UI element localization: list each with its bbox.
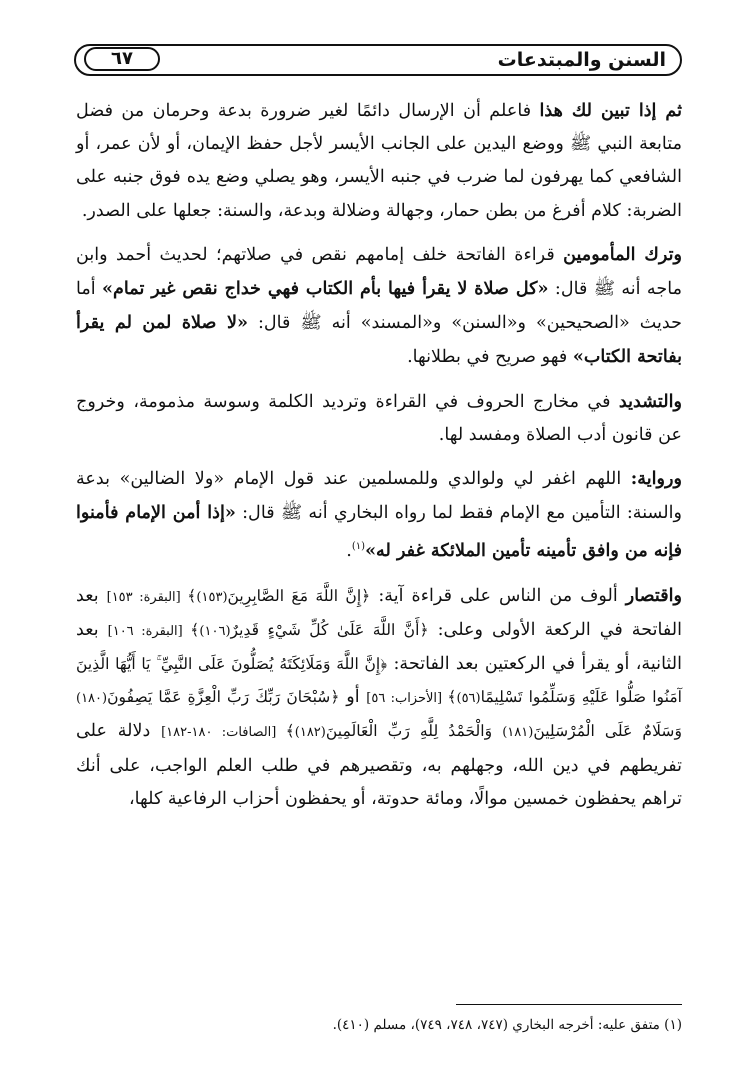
paragraph-1 <box>76 94 682 228</box>
paragraph-end: . <box>346 541 352 562</box>
lead-phrase: ثم إذا تبين لك هذا <box>539 100 682 121</box>
paragraph-text: ألوف من الناس على قراءة آية: <box>370 585 626 606</box>
running-header <box>74 44 682 76</box>
paragraph-3 <box>76 385 682 452</box>
paragraph-text: بعد الثانية، أو يقرأ في الركعتين بعد الفاتحة: <box>76 619 682 674</box>
ayah-number: (١٠٦) <box>199 623 231 639</box>
quran-verse: ﴿إِنَّ اللَّهَ وَمَلَائِكَتَهُ يُصَلُّونَ عَلَى النَّبِيِّ ۚ يَا أَيُّهَا الَّذِينَ آمَنُوا صَلُّوا عَلَيْهِ وَسَلِّمُوا تَسْلِيمًا <box>76 654 683 707</box>
paragraph-4 <box>76 462 682 568</box>
hadith-quote: «إذا أمن الإمام فأمنوا فإنه من وافق تأمينه تأمين الملائكة غفر له» <box>76 502 682 562</box>
hadith-quote: «لا صلاة لمن لم يقرأ بفاتحة الكتاب» <box>76 312 682 368</box>
ayah-number: (٥٦) <box>456 691 481 707</box>
verse-reference: [البقرة: ١٥٣] <box>106 589 188 605</box>
paragraph-text: دلالة على تفريطهم في دين الله، وجهلهم به، وتقصيرهم في طلب العلم الواجب، على أنك تراهم يحفظون خمسين موالًا، ومائة حدوتة، أو يحفظون أحزاب الرفاعية كلها، <box>76 721 682 809</box>
paragraph-text: فاعلم أن الإرسال دائمًا لغير ضرورة بدعة وحرمان من فضل متابعة النبي ﷺ ووضع اليدين على الجانب الأيسر لأجل حفظ الإيمان، أو لأن عمر، أو الشافعي كما يهرفون لما ضرب في جنبه الأيسر، وهو يصلي وضع يده فوق جنبه على الضربة: كلام أفرغ من بطن حمار، وجهالة وضلالة وبدعة، والسنة: جعلها على الصدر. <box>76 101 682 221</box>
header-title: السنن والمبتدعات <box>497 49 666 71</box>
quran-verse: ﴿سُبْحَانَ رَبِّكَ رَبِّ الْعِزَّةِ عَمَّا يَصِفُونَ <box>107 688 340 707</box>
quran-bracket: ﴾ <box>447 688 457 707</box>
paragraph-text: اللهم اغفر لي ولوالدي وللمسلمين عند قول الإمام «ولا الضالين» بدعة والسنة: التأمين مع الإمام فقط لما رواه البخاري أنه ﷺ قال: <box>76 469 682 524</box>
paragraph-text: أو <box>339 687 367 708</box>
quran-verse: ﴿إِنَّ اللَّهَ مَعَ الصَّابِرِينَ <box>227 586 371 605</box>
quran-verse: وَالْحَمْدُ لِلَّهِ رَبِّ الْعَالَمِينَ <box>325 722 503 741</box>
footnote-marker: (١) <box>351 541 366 553</box>
quran-bracket: ﴾ <box>285 722 295 741</box>
verse-reference: [الأحزاب: ٥٦] <box>366 691 448 707</box>
paragraph-2 <box>76 238 682 375</box>
ayah-number: (١٨٢) <box>294 725 326 741</box>
quran-bracket: ﴾ <box>187 586 197 605</box>
paragraph-5 <box>76 579 682 816</box>
body-text <box>76 94 682 826</box>
lead-phrase: والتشديد <box>618 390 682 412</box>
ayah-number: (١٨١) <box>502 725 534 741</box>
lead-phrase: واقتصار <box>625 584 682 606</box>
paragraph-text: بعد الفاتحة في الركعة الأولى وعلى: <box>76 585 682 640</box>
lead-phrase: وترك المأمومين <box>563 243 682 265</box>
footnote-divider <box>456 1004 682 1005</box>
paragraph-text: في مخارج الحروف في القراءة وترديد الكلمة وسوسة مذمومة، وخروج عن قانون أدب الصلاة ومفسد لها. <box>76 391 682 445</box>
page-number: ٦٧ <box>84 47 160 71</box>
footnote: (١) متفق عليه: أخرجه البخاري (٧٤٧، ٧٤٨، ٧٤٩)، مسلم (٤١٠). <box>332 1017 682 1033</box>
paragraph-text: قراءة الفاتحة خلف إمامهم نقص في صلاتهم؛ لحديث أحمد وابن ماجه أنه ﷺ قال: <box>76 244 682 300</box>
quran-bracket: ﴾ <box>190 620 200 639</box>
quran-verse: وَسَلَامٌ عَلَى الْمُرْسَلِينَ <box>533 722 682 741</box>
ayah-number: (١٥٣) <box>196 589 228 605</box>
verse-reference: [الصافات: ١٨٠-١٨٢] <box>161 725 286 741</box>
ayah-number: (١٨٠) <box>76 691 108 707</box>
verse-reference: [البقرة: ١٠٦] <box>107 623 191 639</box>
hadith-quote: «كل صلاة لا يقرأ فيها بأم الكتاب فهي خداج نقص غير تمام» <box>102 278 549 300</box>
paragraph-text: فهو صريح في بطلانها. <box>407 347 573 368</box>
paragraph-text: أما حديث «الصحيحين» و«السنن» و«المسند» أنه ﷺ قال: <box>76 279 682 334</box>
quran-verse: ﴿أَنَّ اللَّهَ عَلَىٰ كُلِّ شَيْءٍ قَدِيرٌ <box>230 620 429 639</box>
lead-phrase: ورواية: <box>630 468 682 490</box>
